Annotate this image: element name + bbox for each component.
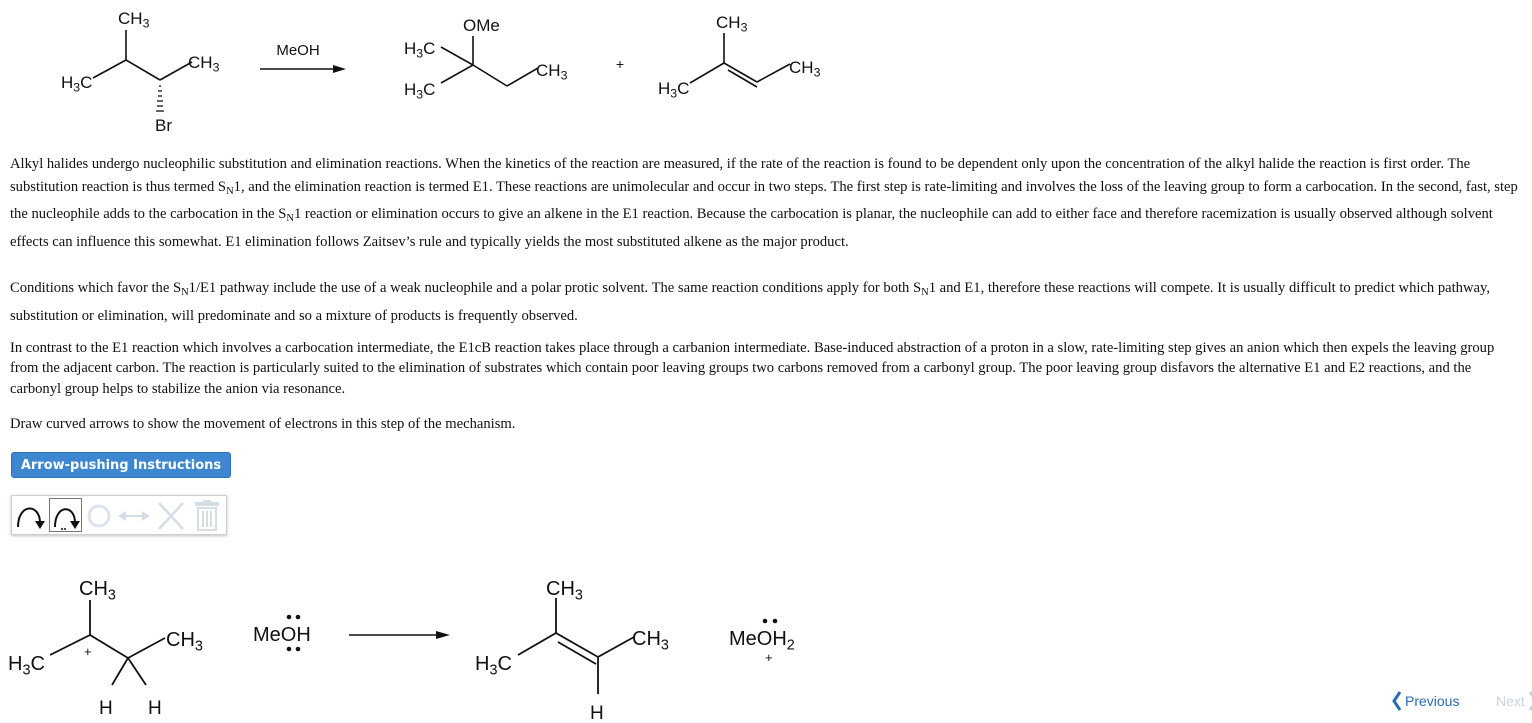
reactant-ch3-right: $CH_3$ bbox=[188, 53, 220, 75]
product-ome: OMe bbox=[463, 16, 500, 35]
product-h3c-upper: $H_3C$ bbox=[404, 39, 436, 61]
conditions-paragraph bbox=[10, 277, 1525, 327]
carbocation-charge: + bbox=[84, 644, 92, 659]
alkene-h3c-left: $H_3C$ bbox=[658, 79, 690, 101]
arrow-pushing-instructions-button[interactable]: Arrow-pushing Instructions bbox=[11, 452, 231, 478]
cation-ch3-top: $CH_3$ bbox=[79, 578, 116, 604]
arrow-toolbar bbox=[11, 495, 227, 535]
product-h3c-lower: $H_3C$ bbox=[404, 80, 436, 102]
alkene-product-ch3-top: $CH_3$ bbox=[546, 578, 583, 604]
oxonium-lone-pair bbox=[763, 619, 778, 624]
alkene-ch3-right: $CH_3$ bbox=[789, 58, 821, 80]
delete-icon[interactable] bbox=[155, 499, 187, 531]
alkene-product-ch3-right: $CH_3$ bbox=[632, 628, 669, 654]
electron-pair-arrow-icon[interactable] bbox=[49, 498, 82, 532]
reactant-ch3-top: $CH_3$ bbox=[118, 9, 150, 31]
cation-h3c-left: $H_3C$ bbox=[8, 653, 45, 679]
oxonium-charge: + bbox=[765, 650, 773, 665]
single-electron-arrow-icon[interactable] bbox=[14, 499, 48, 531]
reagent-label: MeOH bbox=[276, 42, 320, 59]
question-prompt-text: Draw curved arrows to show the movement of electrons in this step of the mechanism. bbox=[10, 416, 516, 432]
resonance-arrow-icon[interactable] bbox=[116, 499, 152, 531]
next-label: Next bbox=[1496, 693, 1525, 709]
intro-paragraph bbox=[10, 153, 1525, 253]
previous-label: Previous bbox=[1405, 693, 1460, 709]
trash-icon[interactable] bbox=[192, 499, 222, 531]
intro-paragraph-text: Alkyl halides undergo nucleophilic substitution and elimination reactions. When the kinetics of the reaction are measured, if the rate of the reaction is found to be dependent only upon the concentration of the alkyl halide the reaction is first order. The substitution reaction is thus termed $S_N1$, and the elimination reaction is termed E1. These reactions are unimolecular and occur in two steps. The first step is rate-limiting and involves the loss of the leaving group to form a carbocation. In the second, fast, step the nucleophile adds to the carbocation in the $S_N1$ reaction or elimination occurs to give an alkene in the E1 reaction. Because the carbocation is planar, the nucleophile can add to either face and therefore racemization is usually observed although solvent effects can influence this somewhat. E1 elimination follows Zaitsev’s rule and typically yields the most substituted alkene as the major product. bbox=[10, 156, 1518, 250]
methyloxonium: MeOH$_2$ bbox=[729, 628, 795, 654]
hashed-wedge-bond bbox=[156, 86, 164, 111]
alkene-product-h: H bbox=[590, 703, 604, 723]
alkene-ch3-top: $CH_3$ bbox=[716, 13, 748, 35]
chevron-left-icon bbox=[1392, 690, 1402, 712]
e1cb-paragraph bbox=[10, 338, 1525, 399]
conditions-paragraph-text: Conditions which favor the $S_N1/E1$ pathway include the use of a weak nucleophile and a polar protic solvent. The same reaction conditions apply for both $S_N1$ and E1, therefore these reactions will compete. It is usually difficult to predict which pathway, substitution or elimination, will predominate and so a mixture of products is frequently observed. bbox=[10, 280, 1490, 324]
reaction-scheme bbox=[0, 0, 1532, 145]
plus-sign: + bbox=[615, 56, 625, 72]
e1cb-paragraph-text: In contrast to the E1 reaction which involves a carbocation intermediate, the E1cB reaction takes place through a carbanion intermediate. Base-induced abstraction of a proton in a slow, rate-limiting step gives an anion which then expels the leaving group from the adjacent carbon. The reaction is particularly suited to the elimination of substrates which contain poor leaving groups two carbons removed from a carbonyl group. The poor leaving group disfavors the alternative E1 and E2 reactions, and the carbonyl group helps to stabilize the anion via resonance. bbox=[10, 340, 1495, 397]
reaction-arrow bbox=[260, 65, 346, 73]
alkene-product-h3c-left: $H_3C$ bbox=[475, 653, 512, 679]
rotate-icon[interactable] bbox=[84, 499, 114, 531]
question-prompt bbox=[10, 413, 1525, 436]
product-ch3-right: $CH_3$ bbox=[536, 61, 568, 83]
cation-ch3-right: $CH_3$ bbox=[166, 629, 203, 655]
next-button[interactable] bbox=[1496, 690, 1532, 712]
methanol-base[interactable]: MeOH bbox=[253, 624, 311, 646]
reactant-h3c-left: $H_3C$ bbox=[61, 73, 93, 95]
mechanism-canvas[interactable] bbox=[0, 560, 1532, 723]
previous-button[interactable] bbox=[1392, 690, 1459, 712]
leaving-group-br: Br bbox=[155, 116, 172, 135]
chevron-right-icon bbox=[1528, 690, 1532, 712]
cation-h2[interactable]: H bbox=[148, 698, 162, 719]
mechanism-arrow bbox=[349, 631, 450, 639]
cation-h1[interactable]: H bbox=[99, 698, 113, 719]
